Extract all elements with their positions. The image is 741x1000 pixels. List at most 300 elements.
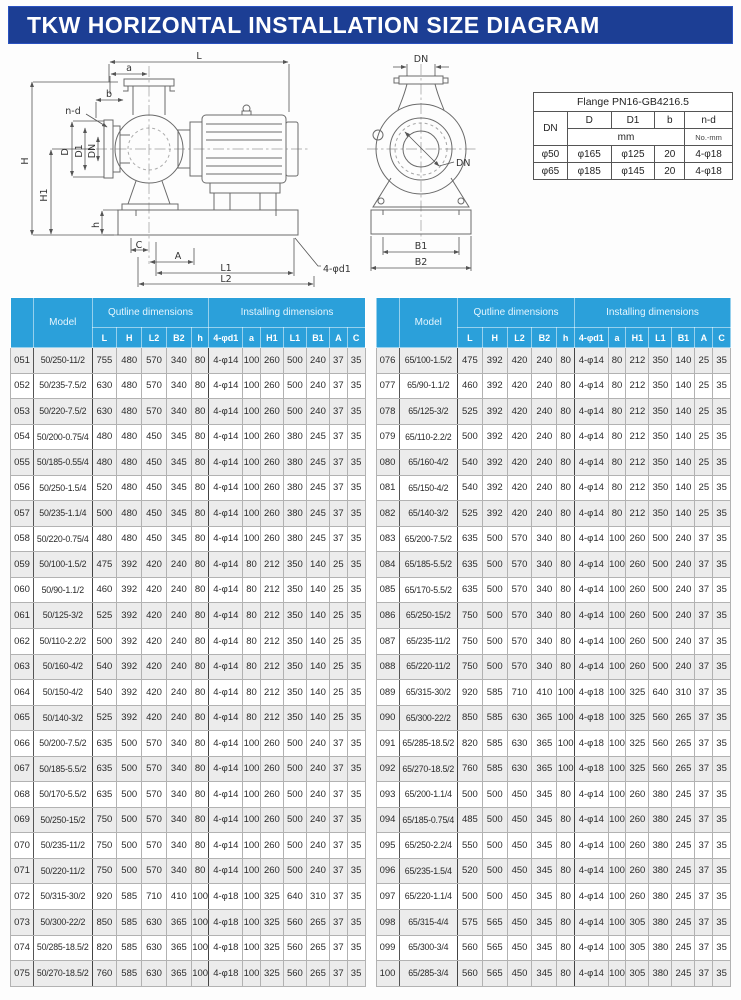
- cell-h: 80: [557, 552, 575, 578]
- cell-L: 630: [92, 399, 117, 425]
- col-header-H1: H1: [626, 328, 649, 348]
- cell-C: 35: [713, 450, 731, 476]
- cell-h: 80: [557, 782, 575, 808]
- col-header-H: H: [482, 328, 507, 348]
- cell-d1: 4-φ14: [574, 782, 608, 808]
- col-header-4-d1: 4-φd1: [574, 328, 608, 348]
- table-row: [376, 399, 731, 425]
- cell-d1: 4-φ14: [209, 475, 243, 501]
- cell-L: 920: [92, 884, 117, 910]
- table-row: [376, 884, 731, 910]
- cell-L: 560: [458, 935, 483, 961]
- cell-A: 25: [695, 450, 713, 476]
- cell-h: 100: [557, 731, 575, 757]
- cell-A: 25: [329, 654, 347, 680]
- flange-row: [534, 163, 733, 180]
- cell-L1: 350: [649, 424, 672, 450]
- col-header-L1: L1: [649, 328, 672, 348]
- cell-a: 80: [243, 680, 261, 706]
- cell-C: 35: [347, 399, 365, 425]
- cell-A: 37: [329, 526, 347, 552]
- cell-model: 50/220-11/2: [34, 858, 92, 884]
- cell-L1: 500: [283, 399, 306, 425]
- cell-H: 500: [117, 833, 142, 859]
- cell-a: 80: [608, 399, 626, 425]
- cell-B1: 140: [672, 475, 695, 501]
- cell-d1: 4-φ18: [574, 731, 608, 757]
- cell-h: 80: [557, 348, 575, 374]
- cell-A: 37: [329, 348, 347, 374]
- cell-C: 35: [713, 475, 731, 501]
- table-row: [11, 884, 366, 910]
- cell-d1: 4-φ14: [574, 399, 608, 425]
- cell-B1: 245: [672, 782, 695, 808]
- cell-a: 100: [243, 373, 261, 399]
- cell-C: 35: [347, 910, 365, 936]
- cell-h: 80: [557, 475, 575, 501]
- cell-B1: 140: [306, 705, 329, 731]
- cell-a: 80: [243, 603, 261, 629]
- cell-H1: 260: [626, 603, 649, 629]
- cell-model: 50/100-1.5/2: [34, 552, 92, 578]
- cell-A: 37: [695, 782, 713, 808]
- cell-A: 37: [695, 884, 713, 910]
- cell-model: 50/185-0.55/4: [34, 450, 92, 476]
- cell-H1: 260: [260, 807, 283, 833]
- cell-L2: 570: [507, 577, 532, 603]
- cell-H: 392: [482, 450, 507, 476]
- cell-h: 80: [191, 756, 209, 782]
- cell-model: 50/125-3/2: [34, 603, 92, 629]
- cell-L: 630: [92, 373, 117, 399]
- cell-C: 35: [347, 858, 365, 884]
- dim-label-C: C: [135, 240, 143, 251]
- col-header-A: A: [695, 328, 713, 348]
- cell-A: 37: [329, 884, 347, 910]
- cell-model: 50/160-4/2: [34, 654, 92, 680]
- col-header-4-d1: 4-φd1: [209, 328, 243, 348]
- dim-label-n-d: n-d: [65, 106, 81, 117]
- cell-C: 35: [713, 884, 731, 910]
- cell-B2: 240: [532, 373, 557, 399]
- cell-B1: 140: [672, 424, 695, 450]
- cell-A: 25: [695, 348, 713, 374]
- cell-L2: 570: [142, 373, 167, 399]
- cell-H1: 325: [260, 935, 283, 961]
- cell-H1: 260: [260, 731, 283, 757]
- cell-B2: 340: [532, 552, 557, 578]
- cell-C: 35: [713, 935, 731, 961]
- cell-L: 480: [92, 450, 117, 476]
- cell-B1: 245: [306, 526, 329, 552]
- cell-B1: 245: [672, 858, 695, 884]
- cell-L1: 350: [649, 450, 672, 476]
- cell-L1: 350: [649, 475, 672, 501]
- cell-h: 80: [557, 399, 575, 425]
- cell-H: 565: [482, 910, 507, 936]
- cell-model: 65/285-18.5/2: [399, 731, 457, 757]
- cell-H1: 325: [626, 731, 649, 757]
- cell-d1: 4-φ14: [209, 858, 243, 884]
- table-row: [11, 961, 366, 987]
- cell-L2: 570: [507, 629, 532, 655]
- cell-model: 50/315-30/2: [34, 884, 92, 910]
- cell-a: 100: [608, 680, 626, 706]
- cell-L2: 420: [142, 577, 167, 603]
- cell-H1: 212: [626, 348, 649, 374]
- cell-H1: 260: [260, 475, 283, 501]
- cell-H1: 212: [626, 399, 649, 425]
- cell-h: 80: [191, 348, 209, 374]
- cell-a: 100: [608, 526, 626, 552]
- cell-h: 80: [191, 577, 209, 603]
- cell-d1: 4-φ14: [574, 552, 608, 578]
- flange-cell: φ50: [534, 146, 568, 163]
- cell-H: 480: [117, 373, 142, 399]
- cell-L2: 450: [507, 935, 532, 961]
- cell-H1: 260: [260, 833, 283, 859]
- cell-L1: 640: [649, 680, 672, 706]
- dim-label-D1: D1: [74, 144, 85, 158]
- cell-no: 065: [11, 705, 34, 731]
- col-header-A: A: [329, 328, 347, 348]
- cell-a: 80: [243, 577, 261, 603]
- cell-no: 062: [11, 629, 34, 655]
- cell-d1: 4-φ18: [209, 961, 243, 987]
- dim-label-h: h: [91, 221, 102, 229]
- cell-L: 540: [458, 450, 483, 476]
- cell-L2: 420: [142, 705, 167, 731]
- cell-no: 092: [376, 756, 399, 782]
- table-row: [376, 782, 731, 808]
- cell-h: 80: [191, 424, 209, 450]
- flange-col-D: D: [567, 112, 611, 129]
- cell-B2: 240: [532, 348, 557, 374]
- cell-L1: 560: [649, 705, 672, 731]
- cell-C: 35: [347, 807, 365, 833]
- cell-model: 65/200-1.1/4: [399, 782, 457, 808]
- cell-a: 100: [243, 756, 261, 782]
- cell-d1: 4-φ14: [574, 629, 608, 655]
- cell-H: 500: [482, 577, 507, 603]
- cell-d1: 4-φ14: [574, 807, 608, 833]
- cell-L2: 420: [507, 348, 532, 374]
- cell-B1: 245: [306, 424, 329, 450]
- cell-L2: 420: [142, 680, 167, 706]
- cell-model: 50/235-11/2: [34, 833, 92, 859]
- cell-no: 088: [376, 654, 399, 680]
- cell-L: 525: [92, 603, 117, 629]
- cell-L: 920: [458, 680, 483, 706]
- cell-model: 50/140-3/2: [34, 705, 92, 731]
- flange-col-b: b: [655, 112, 685, 129]
- cell-d1: 4-φ14: [209, 807, 243, 833]
- cell-A: 37: [695, 833, 713, 859]
- cell-L1: 500: [649, 552, 672, 578]
- cell-a: 80: [608, 475, 626, 501]
- cell-H1: 212: [260, 629, 283, 655]
- cell-B1: 240: [306, 756, 329, 782]
- cell-h: 100: [191, 910, 209, 936]
- cell-model: 65/110-2.2/2: [399, 424, 457, 450]
- cell-A: 25: [329, 603, 347, 629]
- flange-col-n-d: n-d: [685, 112, 733, 129]
- cell-d1: 4-φ14: [574, 884, 608, 910]
- cell-C: 35: [713, 654, 731, 680]
- cell-H: 392: [117, 654, 142, 680]
- cell-L: 850: [92, 910, 117, 936]
- cell-H: 392: [482, 424, 507, 450]
- cell-h: 80: [557, 654, 575, 680]
- cell-A: 37: [329, 450, 347, 476]
- cell-a: 100: [608, 654, 626, 680]
- cell-C: 35: [713, 705, 731, 731]
- cell-L1: 560: [283, 935, 306, 961]
- table-row: [11, 782, 366, 808]
- table-row: [376, 629, 731, 655]
- dim-label-a: a: [126, 63, 132, 74]
- cell-C: 35: [347, 782, 365, 808]
- cell-h: 80: [557, 501, 575, 527]
- cell-H: 500: [482, 807, 507, 833]
- cell-L1: 350: [283, 552, 306, 578]
- cell-L2: 450: [142, 526, 167, 552]
- cell-A: 37: [329, 935, 347, 961]
- cell-H: 480: [117, 424, 142, 450]
- cell-d1: 4-φ14: [209, 731, 243, 757]
- cell-d1: 4-φ14: [209, 782, 243, 808]
- cell-h: 80: [191, 858, 209, 884]
- cell-H1: 260: [260, 450, 283, 476]
- cell-L1: 500: [283, 731, 306, 757]
- cell-A: 25: [695, 399, 713, 425]
- cell-H: 565: [482, 961, 507, 987]
- cell-B2: 240: [166, 654, 191, 680]
- cell-model: 65/315-4/4: [399, 910, 457, 936]
- cell-A: 37: [329, 731, 347, 757]
- cell-L1: 560: [649, 756, 672, 782]
- dimension-tables: [10, 297, 731, 987]
- cell-H1: 325: [260, 961, 283, 987]
- cell-a: 100: [608, 961, 626, 987]
- table-row: [11, 654, 366, 680]
- cell-L2: 630: [142, 961, 167, 987]
- cell-L1: 380: [649, 807, 672, 833]
- cell-H: 500: [482, 654, 507, 680]
- cell-L: 750: [458, 603, 483, 629]
- dim-label-D: D: [60, 148, 71, 156]
- cell-C: 35: [347, 501, 365, 527]
- table-row: [376, 705, 731, 731]
- cell-C: 35: [347, 424, 365, 450]
- cell-L: 525: [458, 399, 483, 425]
- cell-H: 500: [482, 782, 507, 808]
- cell-C: 35: [713, 348, 731, 374]
- cell-H1: 260: [260, 858, 283, 884]
- cell-B1: 240: [306, 858, 329, 884]
- cell-a: 100: [608, 603, 626, 629]
- cell-H: 500: [482, 603, 507, 629]
- dim-label-DN-top: DN: [413, 54, 429, 65]
- flange-cell: φ125: [611, 146, 655, 163]
- dim-label-H: H: [20, 157, 31, 165]
- cell-d1: 4-φ18: [574, 705, 608, 731]
- cell-B2: 340: [166, 833, 191, 859]
- cell-L2: 570: [142, 348, 167, 374]
- cell-L2: 630: [507, 705, 532, 731]
- cell-B1: 240: [672, 603, 695, 629]
- cell-A: 37: [695, 807, 713, 833]
- cell-H1: 260: [626, 807, 649, 833]
- table-row: [376, 348, 731, 374]
- cell-C: 35: [347, 552, 365, 578]
- cell-B1: 140: [672, 399, 695, 425]
- cell-h: 80: [557, 833, 575, 859]
- cell-L1: 380: [649, 935, 672, 961]
- col-header-a: a: [608, 328, 626, 348]
- cell-d1: 4-φ14: [209, 603, 243, 629]
- cell-B1: 140: [672, 501, 695, 527]
- cell-no: 072: [11, 884, 34, 910]
- cell-a: 100: [608, 577, 626, 603]
- flange-col-dn: DN: [534, 112, 568, 146]
- cell-model: 65/315-30/2: [399, 680, 457, 706]
- cell-L: 635: [92, 756, 117, 782]
- flange-unit-no-mm: No.-mm: [685, 129, 733, 146]
- col-header-model: Model: [399, 298, 457, 348]
- cell-L: 525: [458, 501, 483, 527]
- cell-model: 65/140-3/2: [399, 501, 457, 527]
- cell-model: 65/270-18.5/2: [399, 756, 457, 782]
- cell-a: 100: [608, 935, 626, 961]
- cell-B2: 340: [166, 858, 191, 884]
- table-row: [376, 577, 731, 603]
- cell-h: 80: [191, 654, 209, 680]
- cell-a: 80: [243, 552, 261, 578]
- cell-L: 750: [92, 858, 117, 884]
- table-row: [376, 501, 731, 527]
- cell-L2: 570: [507, 526, 532, 552]
- cell-H1: 260: [626, 629, 649, 655]
- cell-H1: 325: [260, 910, 283, 936]
- cell-C: 35: [713, 603, 731, 629]
- cell-L1: 380: [649, 961, 672, 987]
- cell-d1: 4-φ14: [574, 348, 608, 374]
- cell-d1: 4-φ14: [209, 373, 243, 399]
- cell-L: 500: [458, 782, 483, 808]
- table-row: [11, 680, 366, 706]
- cell-B2: 365: [532, 731, 557, 757]
- cell-L1: 500: [283, 858, 306, 884]
- cell-L: 475: [458, 348, 483, 374]
- cell-A: 25: [329, 577, 347, 603]
- corner-cell: [376, 298, 399, 348]
- col-header-L2: L2: [142, 328, 167, 348]
- cell-h: 80: [557, 577, 575, 603]
- cell-a: 100: [243, 501, 261, 527]
- pump-centerlines: [96, 66, 310, 264]
- cell-B1: 240: [672, 526, 695, 552]
- cell-no: 054: [11, 424, 34, 450]
- cell-h: 80: [557, 450, 575, 476]
- flange-row: [534, 146, 733, 163]
- cell-H1: 325: [626, 705, 649, 731]
- cell-B1: 140: [306, 552, 329, 578]
- cell-h: 80: [557, 424, 575, 450]
- cell-model: 50/300-22/2: [34, 910, 92, 936]
- cell-C: 35: [713, 424, 731, 450]
- table-row: [376, 424, 731, 450]
- cell-B2: 340: [166, 731, 191, 757]
- table-row: [11, 858, 366, 884]
- cell-H: 585: [117, 910, 142, 936]
- cell-d1: 4-φ14: [574, 501, 608, 527]
- cell-d1: 4-φ14: [574, 833, 608, 859]
- cell-no: 089: [376, 680, 399, 706]
- cell-L: 475: [92, 552, 117, 578]
- cell-H1: 260: [260, 399, 283, 425]
- cell-h: 80: [557, 603, 575, 629]
- cell-no: 053: [11, 399, 34, 425]
- cell-A: 37: [695, 961, 713, 987]
- cell-a: 100: [243, 884, 261, 910]
- cell-A: 37: [695, 705, 713, 731]
- table-row: [11, 475, 366, 501]
- col-header-model: Model: [34, 298, 92, 348]
- cell-model: 50/110-2.2/2: [34, 629, 92, 655]
- cell-H1: 212: [626, 450, 649, 476]
- cell-L2: 630: [142, 935, 167, 961]
- cell-A: 37: [695, 910, 713, 936]
- cell-L2: 420: [507, 450, 532, 476]
- cell-h: 80: [191, 526, 209, 552]
- cell-no: 099: [376, 935, 399, 961]
- cell-L2: 450: [507, 782, 532, 808]
- cell-C: 35: [347, 475, 365, 501]
- cell-h: 80: [557, 910, 575, 936]
- cell-B2: 345: [166, 526, 191, 552]
- cell-no: 085: [376, 577, 399, 603]
- cell-L2: 420: [142, 552, 167, 578]
- dimension-table-right: [376, 297, 732, 987]
- cell-B2: 340: [532, 603, 557, 629]
- cell-L1: 500: [283, 373, 306, 399]
- dim-label-A: A: [174, 251, 182, 262]
- cell-d1: 4-φ14: [209, 348, 243, 374]
- cell-C: 35: [713, 373, 731, 399]
- cell-B2: 345: [532, 884, 557, 910]
- flange-table-title: Flange PN16-GB4216.5: [534, 93, 733, 112]
- cell-a: 100: [243, 731, 261, 757]
- cell-a: 100: [243, 424, 261, 450]
- cell-B1: 265: [306, 935, 329, 961]
- table-row: [11, 552, 366, 578]
- cell-A: 37: [329, 910, 347, 936]
- cell-no: 071: [11, 858, 34, 884]
- cell-L2: 420: [507, 399, 532, 425]
- cell-a: 100: [608, 782, 626, 808]
- table-row: [376, 935, 731, 961]
- cell-A: 37: [329, 475, 347, 501]
- table-row: [376, 680, 731, 706]
- cell-C: 35: [347, 629, 365, 655]
- cell-H: 392: [482, 348, 507, 374]
- cell-B2: 345: [166, 475, 191, 501]
- cell-B2: 340: [166, 373, 191, 399]
- cell-d1: 4-φ14: [574, 424, 608, 450]
- cell-B1: 140: [306, 680, 329, 706]
- cell-B1: 240: [306, 399, 329, 425]
